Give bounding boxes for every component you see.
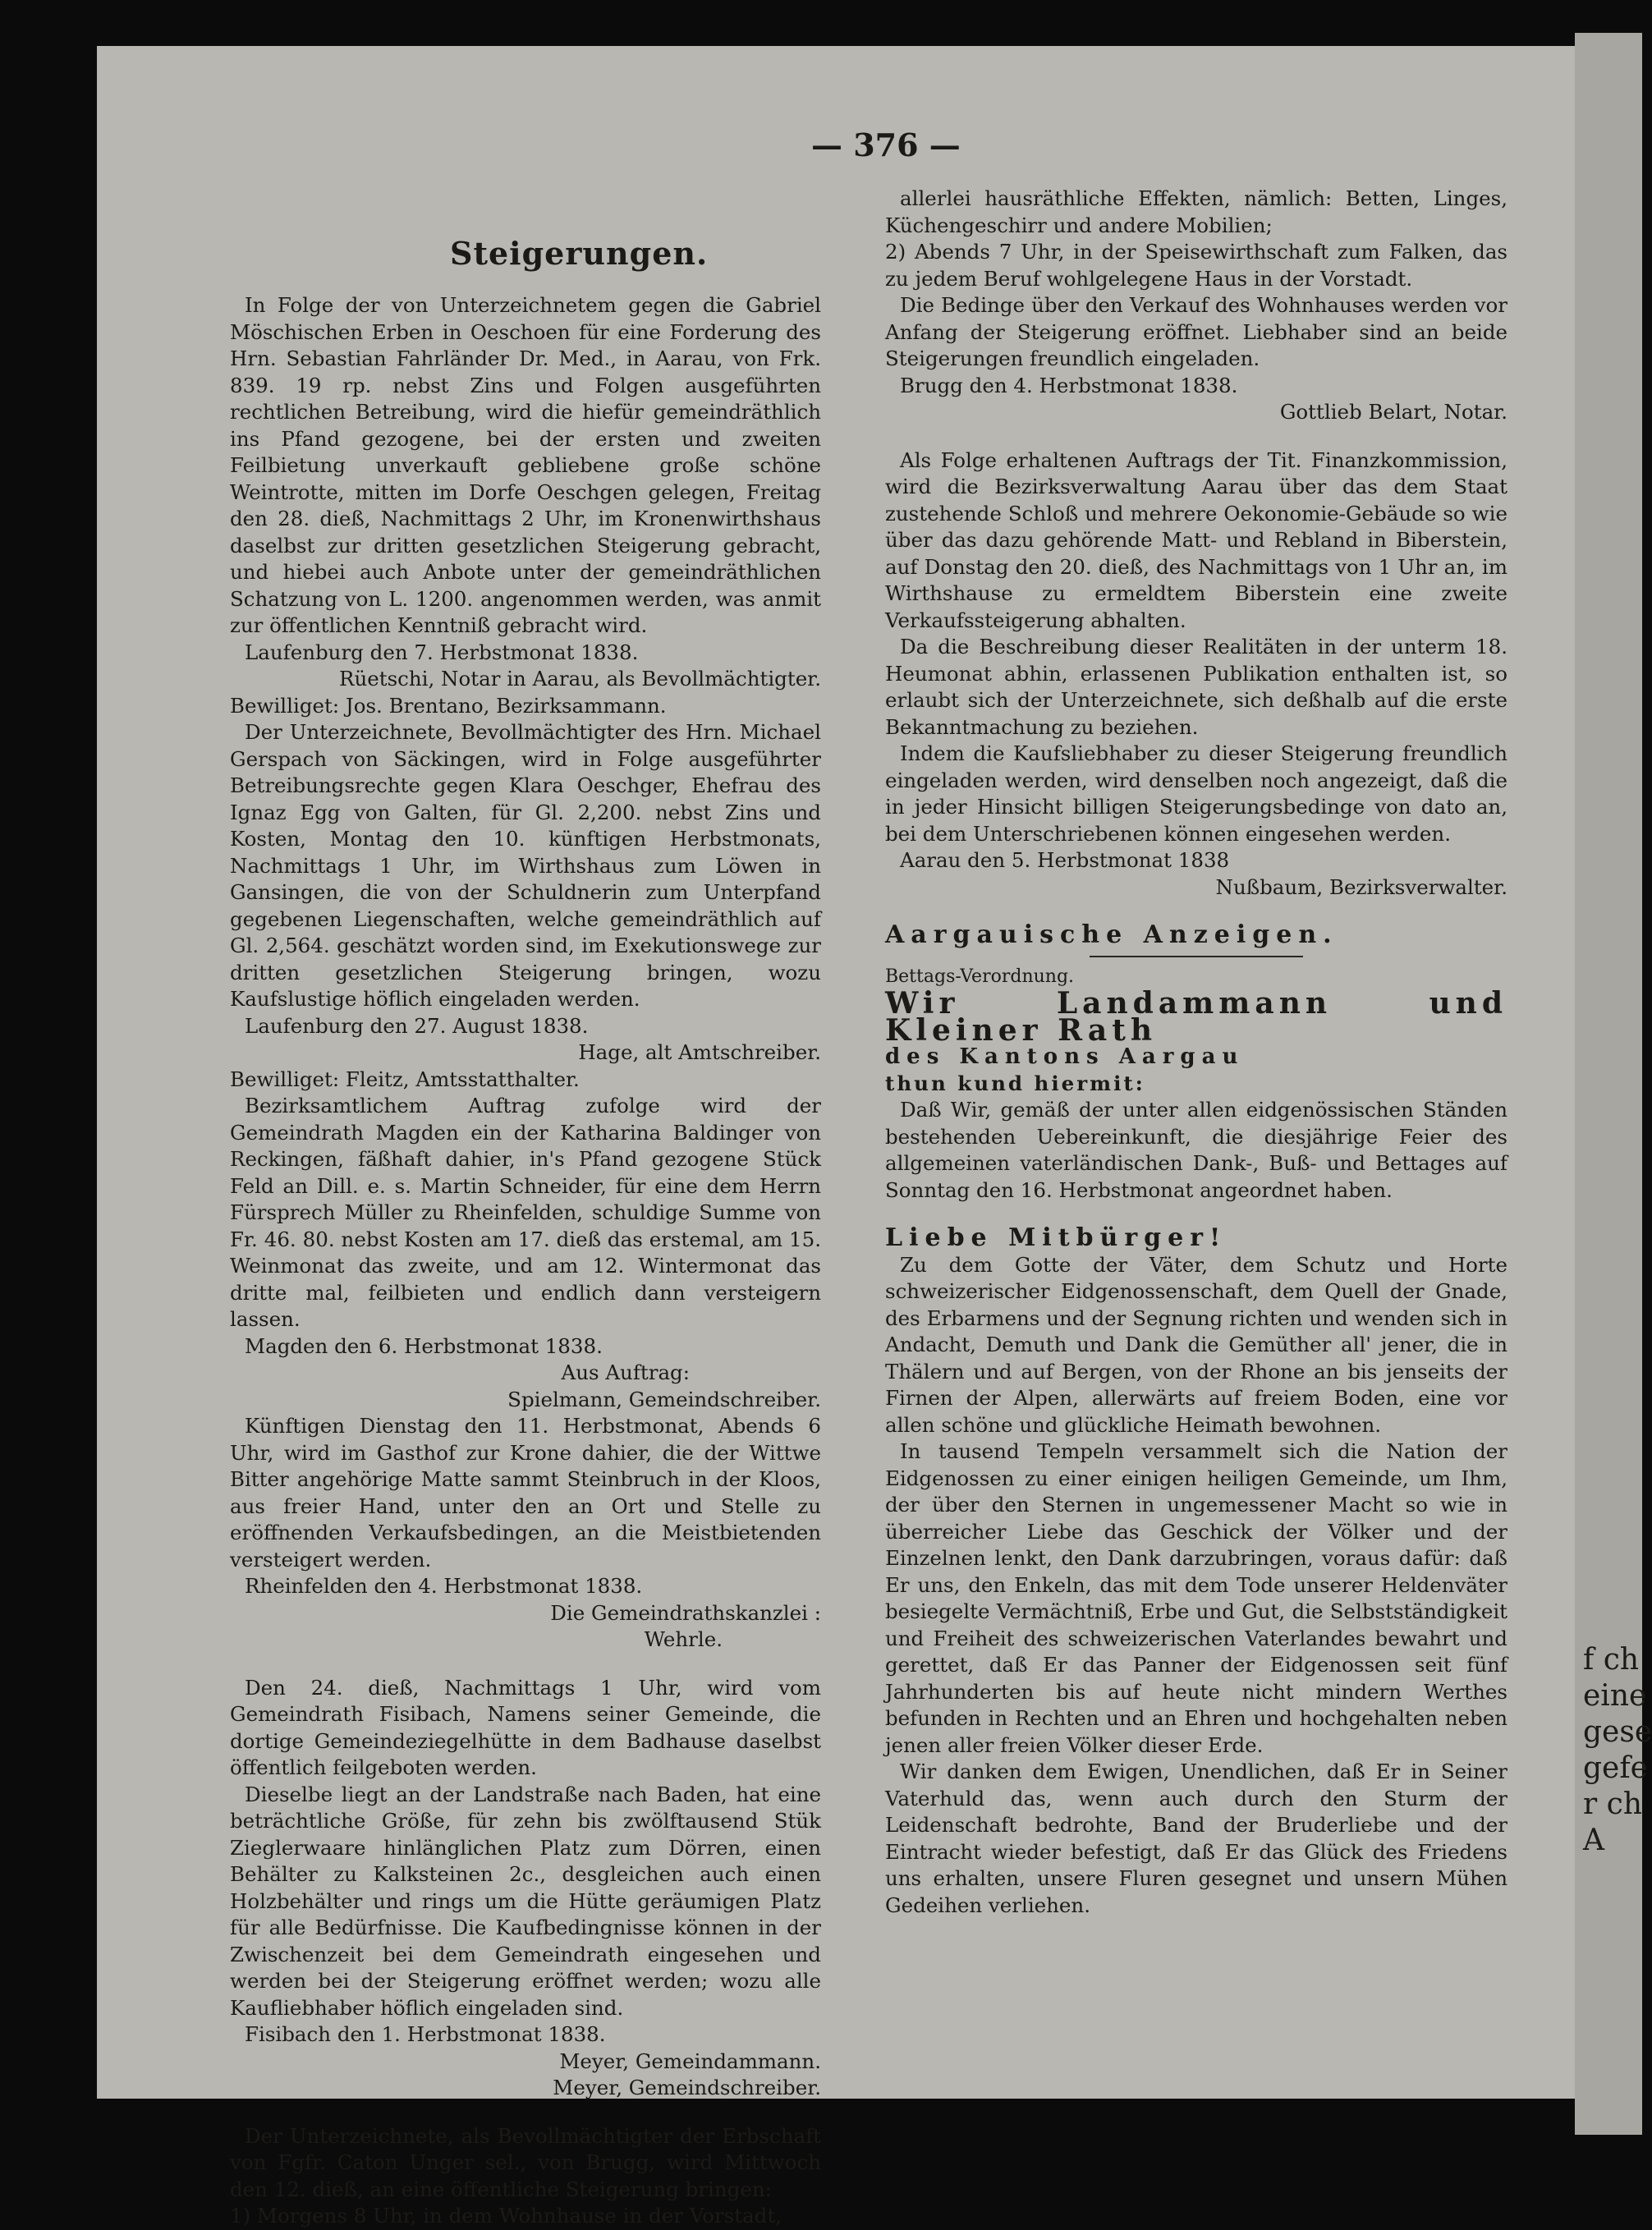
notice-signature: Wehrle. (644, 1627, 723, 1651)
divider (1090, 956, 1303, 957)
notice-signature: Hage, alt Amtschreiber. (578, 1040, 821, 1064)
notice-paragraph: Dieselbe liegt an der Landstraße nach Baden, hat eine beträchtliche Größe, für zehn bis zwölftausend Stük Zieglerwaare hinlänglichen Platz zum Dörren, einen Behälter zu Kalksteinen 2c., desgleichen auch einen Holzbehälter und rings um die Hütte geräumigen Platz für alle Bedürfnisse. Die Kaufbedingnisse können in der Zwischenzeit bei dem Gemeindrath eingesehen und werden bei der Steigerung eröffnet werden; wozu alle Kaufliebhaber höflich eingeladen sind. (230, 1782, 821, 2020)
notice-approval: Bewilliget: Fleitz, Amtsstatthalter. (230, 1067, 580, 1091)
proclamation-paragraph: Daß Wir, gemäß der unter allen eidgenössischen Ständen bestehenden Uebereinkunft, die diesjährige Feier des allgemeinen vaterländischen Dank-, Buß- und Bettages auf Sonntag den 16. Herbstmonat angeordnet haben. (885, 1098, 1507, 1202)
notice-signature: Meyer, Gemeindammann. (559, 2049, 821, 2073)
notice-date: Rheinfelden den 4. Herbstmonat 1838. (245, 1574, 643, 1598)
section-title: Steigerungen. (450, 235, 709, 272)
notice-paragraph: Indem die Kaufsliebhaber zu dieser Steigerung freundlich eingeladen werden, wird denselben noch angezeigt, daß die in jeder Hinsicht billigen Steigerungsbedinge von dato an, bei dem Unterschriebenen können eingesehen werden. (885, 741, 1507, 846)
notice-date: Laufenburg den 27. August 1838. (245, 1013, 589, 1038)
notice-signature: Rüetschi, Notar in Aarau, als Bevollmächtigter. (339, 667, 821, 691)
notice-signature: Spielmann, Gemeindschreiber. (507, 1387, 821, 1411)
right-column (885, 186, 1507, 1919)
fragment-text: gefe (1583, 1751, 1648, 1785)
notice-list-item: 1) Morgens 8 Uhr, in dem Wohnhause in der Vorstadt, (230, 2204, 782, 2228)
proclamation-subtitle: des Kantons Aargau (885, 1044, 1245, 1069)
notice-list-item: 2) Abends 7 Uhr, in der Speisewirthschaft zum Falken, das zu jedem Beruf wohlgelegene Haus in der Vorstadt. (885, 240, 1507, 291)
subheading-bettag: Bettags-Verordnung. (885, 966, 1075, 987)
fragment-text: f ch (1583, 1643, 1640, 1677)
address-heading: Liebe Mitbürger! (885, 1223, 1228, 1252)
fragment-text: r ch (1583, 1787, 1642, 1821)
notice-date: Fisibach den 1. Herbstmonat 1838. (245, 2022, 606, 2046)
newspaper-page (97, 46, 1575, 2228)
notice-date: Aarau den 5. Herbstmonat 1838 (900, 848, 1230, 872)
notice-date: Magden den 6. Herbstmonat 1838. (245, 1333, 603, 1358)
section-heading-anzeigen: Aargauische Anzeigen. (885, 920, 1338, 949)
notice-paragraph: Künftigen Dienstag den 11. Herbstmonat, Abends 6 Uhr, wird im Gasthof zur Krone dahier, die der Wittwe Bitter angehörige Matte sammt Steinbruch in der Kloos, aus freier Hand, unter den an Ort und Stelle zu eröffnenden Verkaufsbedingen, an die Meistbietenden versteigert werden. (230, 1414, 821, 1572)
notice-date: Laufenburg den 7. Herbstmonat 1838. (245, 640, 639, 664)
notice-signature: Nußbaum, Bezirksverwalter. (1215, 874, 1507, 899)
left-column (230, 292, 821, 2230)
notice-paragraph: allerlei hausräthliche Effekten, nämlich: Betten, Linges, Küchengeschirr und andere Mobilien; (885, 186, 1507, 237)
proclamation-paragraph: In tausend Tempeln versammelt sich die Nation der Eidgenossen zu einer einigen heiligen Gemeinde, um Ihm, der über den Sternen in ungemessener Macht so wie in überreicher Liebe das Geschick der Völker und der Einzelnen lenkt, den Dank darzubringen, voraus dafür: daß Er uns, den Enkeln, das mit dem Tode unserer Heldenväter besiegelte Vermächtniß, Erbe und Gut, die Selbstständigkeit und Freiheit des schweizerischen Vaterlandes bewahrt und gerettet, daß Er das Panner der Eidgenossen seit fünf Jahrhunderten bis auf heute nicht mindern Werthes befunden in Rechten und an Ehren und hochgehalten neben jenen aller freien Völker dieser Erde. (885, 1439, 1507, 1757)
notice-paragraph: Der Unterzeichnete, als Bevollmächtigter der Erbschaft von Fgfr. Caton Unger sel., von Brugg, wird Mittwoch den 12. dieß, an eine öffentliche Steigerung bringen: (230, 2123, 821, 2201)
proclamation-title: Wir Landammann und Kleiner Rath (885, 986, 1507, 1048)
notice-paragraph: Die Bedinge über den Verkauf des Wohnhauses werden vor Anfang der Steigerung eröffnet. Liebhaber sind an beide Steigerungen freundlich eingeladen. (885, 293, 1507, 370)
notice-paragraph: Der Unterzeichnete, Bevollmächtigter des Hrn. Michael Gerspach von Säckingen, wird in Folge ausgeführter Betreibungsrechte gegen Klara Oeschger, Ehefrau des Ignaz Egg von Galten, für Gl. 2,200. nebst Zins und Kosten, Montag den 10. künftigen Herbstmonats, Nachmittags 1 Uhr, im Wirthshaus zum Löwen in Gansingen, die von der Schuldnerin zum Unterpfand gegebenen Liegenschaften, welche gemeindräthlich auf Gl. 2,564. geschätzt worden sind, im Exekutionswege zur dritten gesetzlichen Steigerung bringen, wozu Kaufslustige höflich eingeladen werden. (230, 720, 821, 1011)
fragment-text: gese (1583, 1715, 1652, 1749)
fragment-text: A (1583, 1824, 1604, 1857)
proclamation-paragraph: Wir danken dem Ewigen, Unendlichen, daß Er in Seiner Vaterhuld das, wenn auch durch den Sturm der Leidenschaft bedrohte, Band der Bruderliebe und der Eintracht wieder befestigt, daß Er das Glück des Friedens uns erhalten, unsere Fluren gesegnet und unsern Mühen Gedeihen verliehen. (885, 1760, 1507, 1917)
notice-approval: Bewilliget: Jos. Brentano, Bezirksammann. (230, 693, 667, 718)
notice-paragraph: Den 24. dieß, Nachmittags 1 Uhr, wird vom Gemeindrath Fisibach, Namens seiner Gemeinde, die dortige Gemeindeziegelhütte in dem Badhause daselbst öffentlich feilgeboten werden. (230, 1675, 821, 1779)
notice-date: Brugg den 4. Herbstmonat 1838. (900, 373, 1238, 397)
notice-signature: Gottlieb Belart, Notar. (1279, 400, 1507, 424)
page-number: — 376 — (811, 126, 961, 163)
notice-paragraph: Bezirksamtlichem Auftrag zufolge wird der Gemeindrath Magden ein der Katharina Baldinger von Reckingen, fäßhaft dahier, in's Pfand gezogene Stück Feld an Dill. e. s. Martin Schneider, für eine dem Herrn Fürsprech Müller zu Rheinfelden, schuldige Summe von Fr. 46. 80. nebst Kosten am 17. dieß das erstemal, am 15. Weinmonat das zweite, und am 12. Wintermonat das dritte mal, feilbieten und endlich dann versteigern lassen. (230, 1094, 821, 1331)
proclamation-paragraph: Zu dem Gotte der Väter, dem Schutz und Horte schweizerischer Eidgenossenschaft, dem Quell der Gnade, des Erbarmens und der Segnung richten und wenden sich in Andacht, Demuth und Dank die Gemüther all' jener, die in Thälern und auf Bergen, von der Rhone an bis jenseits der Firnen der Alpen, allerwärts auf freiem Boden, eine vor allen schöne und glückliche Heimath bewohnen. (885, 1252, 1507, 1437)
notice-signature: Die Gemeindrathskanzlei : (550, 1600, 821, 1625)
fragment-text: eine (1583, 1679, 1647, 1713)
notice-paragraph: In Folge der von Unterzeichnetem gegen die Gabriel Möschischen Erben in Oeschoen für eine Forderung des Hrn. Sebastian Fahrländer Dr. Med., in Aarau, von Frk. 839. 19 rp. nebst Zins und Folgen ausgeführten rechtlichen Betreibung, wird die hiefür gemeindräthlich ins Pfand gezogene, bei der ersten und zweiten Feilbietung unverkauft gebliebene große schöne Weintrotte, mitten im Dorfe Oeschgen gelegen, Freitag den 28. dieß, Nachmittags 2 Uhr, im Kronenwirthshaus daselbst zur dritten gesetzlichen Steigerung gebracht, und hiebei auch Anbote unter der gemeindräthlichen Schatzung von L. 1200. angenommen werden, was anmit zur öffentlichen Kenntniß gebracht wird. (230, 293, 821, 637)
proclamation-intro: thun kund hiermit: (885, 1071, 1145, 1095)
notice-paragraph: Da die Beschreibung dieser Realitäten in der unterm 18. Heumonat abhin, erlassenen Publikation enthalten ist, so erlaubt sich der Unterzeichnete, sich deßhalb auf die erste Bekanntmachung zu beziehen. (885, 635, 1507, 739)
notice-signature: Aus Auftrag: (561, 1360, 690, 1384)
notice-signature: Meyer, Gemeindschreiber. (553, 2076, 821, 2099)
notice-paragraph: Als Folge erhaltenen Auftrags der Tit. Finanzkommission, wird die Bezirksverwaltung Aarau über das dem Staat zustehende Schloß und mehrere Oekonomie-Gebäude so wie über das dazu gehörende Matt- und Rebland in Biberstein, auf Donstag den 20. dieß, des Nachmittags von 1 Uhr an, im Wirthshause zu ermeldtem Biberstein eine zweite Verkaufssteigerung abhalten. (885, 447, 1507, 632)
adjacent-page-edge (1575, 33, 1652, 2135)
